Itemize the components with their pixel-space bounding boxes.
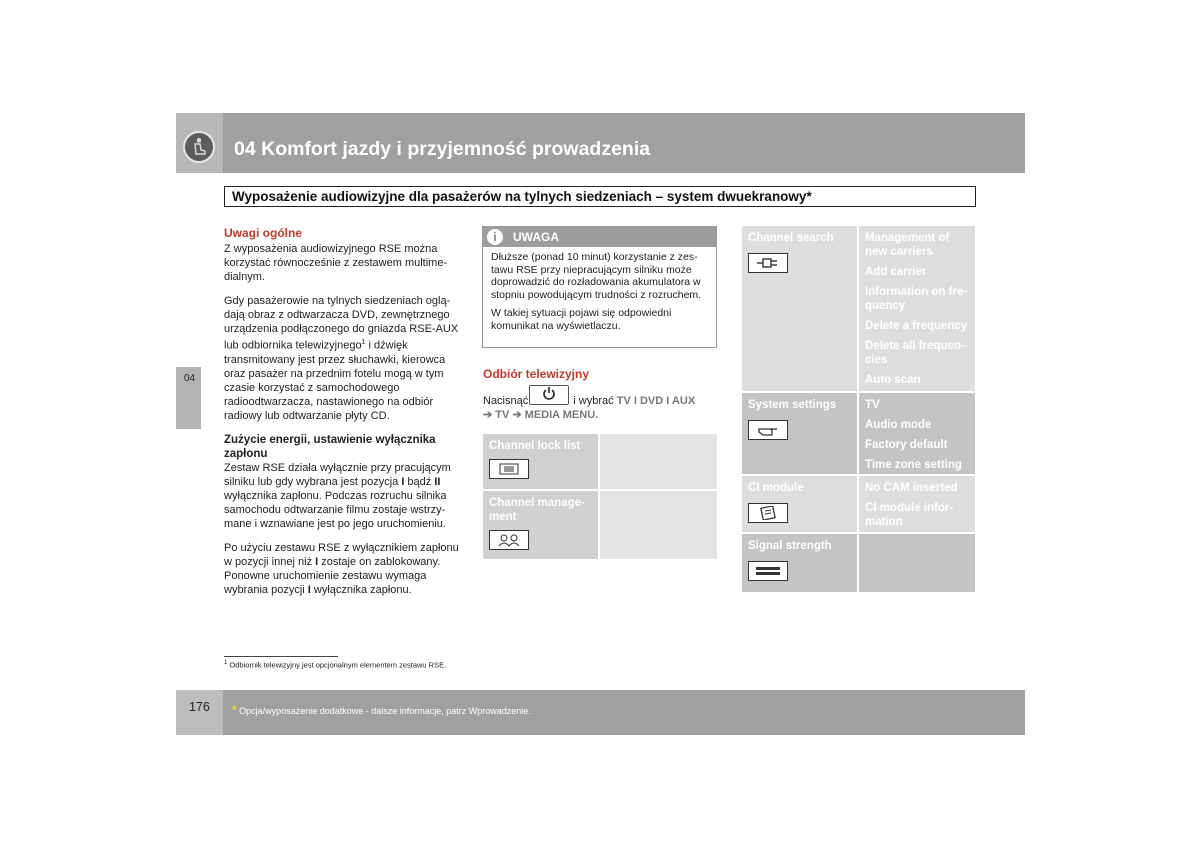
left-column xyxy=(224,226,460,607)
warning-text-2: W takiej sytuacji pojawi się odpowiedni komunikat na wyświetlaczu. xyxy=(491,307,672,332)
paragraph-3: Zestaw RSE działa wyłącznie przy pracującym silniku lub gdy wybrana jest pozycja I bądź II wyłącznika zapłonu. Podczas rozruchu silnika samochodu odtwarzanie filmu zostaje wstrzymane i wznawiane jest po jego uruchomieniu. xyxy=(224,461,451,530)
list-icon xyxy=(489,459,529,479)
table-row xyxy=(483,434,717,489)
page-number: 176 xyxy=(189,700,210,714)
paragraph-4: Po użyciu zestawu RSE z wyłącznikiem zapłonu w pozycji innej niż I zostaje on zablokowany. Ponowne uruchomienie zestawu wymaga wybrania pozycji I wyłącznika zapłonu. xyxy=(224,541,459,596)
power-icon xyxy=(529,385,569,405)
tv-menu-table xyxy=(483,434,717,559)
heading-general-notes: Uwagi ogólne xyxy=(224,226,302,240)
tv-menu-path: ➔ TV ➔ MEDIA MENU. xyxy=(483,409,599,421)
footer-note: * Opcja/wyposażenie dodatkowe - dalsze informacje, patrz Wprowadzenie. xyxy=(232,703,531,717)
table-row xyxy=(483,491,717,559)
option-label: Information on frequency xyxy=(865,286,968,312)
paragraph-1: Z wyposażenia audiowizyjnego RSE można korzystać równocześnie z zestawem multimedialnym. xyxy=(224,243,448,283)
signal-bars-icon xyxy=(748,561,788,581)
seat-icon xyxy=(183,131,215,163)
chapter-side-tab xyxy=(176,367,201,429)
card-module-icon xyxy=(748,503,788,523)
table-row xyxy=(742,476,975,532)
footnote: $^1$ Odbiornik telewizyjny jest opcjonalnym elementem zestawu RSE. xyxy=(224,660,447,670)
plug-icon xyxy=(748,253,788,273)
row-label: Channel search xyxy=(748,232,834,244)
option-label: Delete a frequency xyxy=(865,320,968,332)
option-label: Auto scan xyxy=(865,374,921,386)
table-row xyxy=(742,226,975,391)
settings-table xyxy=(742,226,975,592)
option-label: Time zone setting xyxy=(865,459,962,471)
option-label: Factory default xyxy=(865,439,948,451)
section-title: Wyposażenie audiowizyjne dla pasażerów na tylnych siedzeniach – system dwuekranowy* xyxy=(232,189,812,204)
hand-pointer-icon xyxy=(748,420,788,440)
option-label: Add carrier xyxy=(865,266,927,278)
empty-cell xyxy=(600,434,717,489)
option-label: Management of new carriers xyxy=(865,232,950,258)
warning-header xyxy=(483,227,716,247)
table-row xyxy=(742,534,975,592)
heading-energy: Zużycie energii, ustawienie wyłącznika zapłonu xyxy=(224,433,436,460)
option-label: Audio mode xyxy=(865,419,932,431)
row-label: System settings xyxy=(748,399,837,411)
chapter-title: 04 Komfort jazdy i przyjemność prowadzenia xyxy=(234,138,651,160)
row-label: Signal strength xyxy=(748,540,832,552)
warning-box xyxy=(482,226,717,348)
tv-instruction: Nacisnąć i wybrać TV I DVD I AUX xyxy=(483,391,695,411)
info-icon: i xyxy=(487,229,503,245)
option-label: Delete all frequencies xyxy=(865,340,965,366)
empty-cell xyxy=(600,491,717,559)
warning-title: UWAGA xyxy=(513,230,559,244)
warning-text-1: Dłuższe (ponad 10 minut) korzystanie z zestawu RSE przy niepracującym silniku może doprowadzić do rozładowania akumulatora w stopniu powodującym trudności z rozruchem. xyxy=(491,251,702,301)
option-label: TV xyxy=(865,399,880,411)
footnote-rule xyxy=(224,656,338,657)
row-label: Channel management xyxy=(489,497,585,523)
side-tab-label: 04 xyxy=(184,373,196,384)
table-row xyxy=(742,393,975,474)
heading-tv-reception: Odbiór telewizyjny xyxy=(483,367,590,381)
people-icon xyxy=(489,530,529,550)
option-label: No CAM inserted xyxy=(865,482,958,494)
row-label: Channel lock list xyxy=(489,440,581,452)
option-label: CI module information xyxy=(865,502,954,528)
row-label: CI module xyxy=(748,482,804,494)
paragraph-2: Gdy pasażerowie na tylnych siedzeniach oglądają obraz z odtwarzacza DVD, zewnętrznego urządzenia podłączonego do gniazda RSE-AUX lub odbiornika telewizyjnego$^1$ i dźwięk transmitowany jest przez słuchawki, kierowca oraz pasażer na przednim fotelu mogą w tym czasie korzystać z samochodowego radioodtwarzacza, nastawionego na odbiór radiowy lub odtwarzanie płyty CD. xyxy=(224,295,459,422)
